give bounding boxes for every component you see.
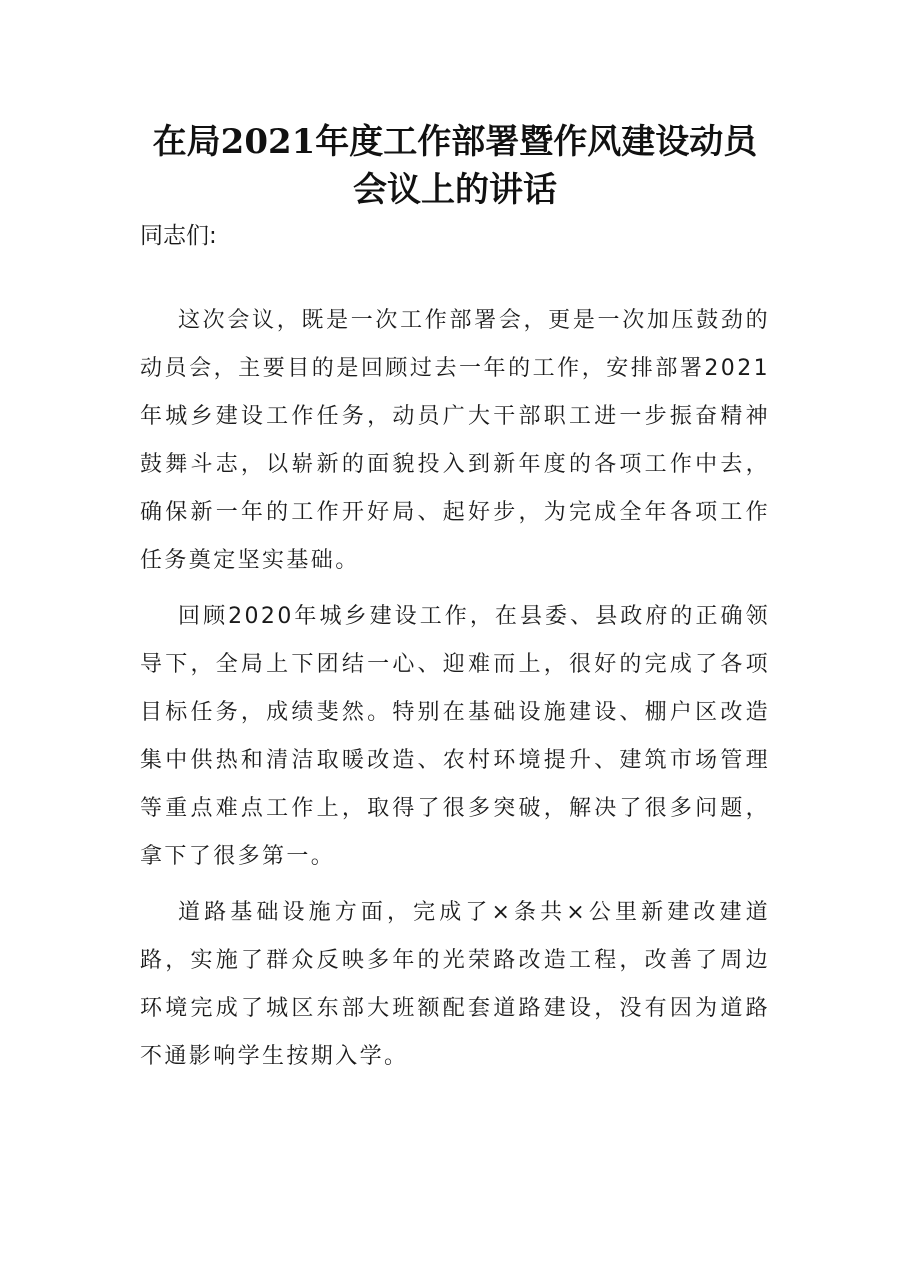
document-title: 在局2021年度工作部署暨作风建设动员会议上的讲话 [152,122,758,210]
paragraph-3: 道路基础设施方面，完成了×条共×公里新建改建道路，实施了群众反映多年的光荣路改造工程，改善了周边环境完成了城区东部大班额配套道路建设，没有因为道路不通影响学生按期入学。 [140,900,770,1069]
paragraph-2: 回顾2020年城乡建设工作，在县委、县政府的正确领导下，全局上下团结一心、迎难而上，很好的完成了各项目标任务，成绩斐然。特别在基础设施建设、棚户区改造集中供热和清洁取暖改造、农村环境提升、建筑市场管理等重点难点工作上，取得了很多突破，解决了很多问题，拿下了很多第一。 [140,604,770,869]
salutation: 同志们: [140,223,217,249]
paragraph-1: 这次会议，既是一次工作部署会，更是一次加压鼓劲的动员会，主要目的是回顾过去一年的工作，安排部署2021年城乡建设工作任务，动员广大干部职工进一步振奋精神鼓舞斗志，以崭新的面貌投入到新年度的各项工作中去，确保新一年的工作开好局、起好步，为完成全年各项工作任务奠定坚实基础。 [140,308,770,573]
